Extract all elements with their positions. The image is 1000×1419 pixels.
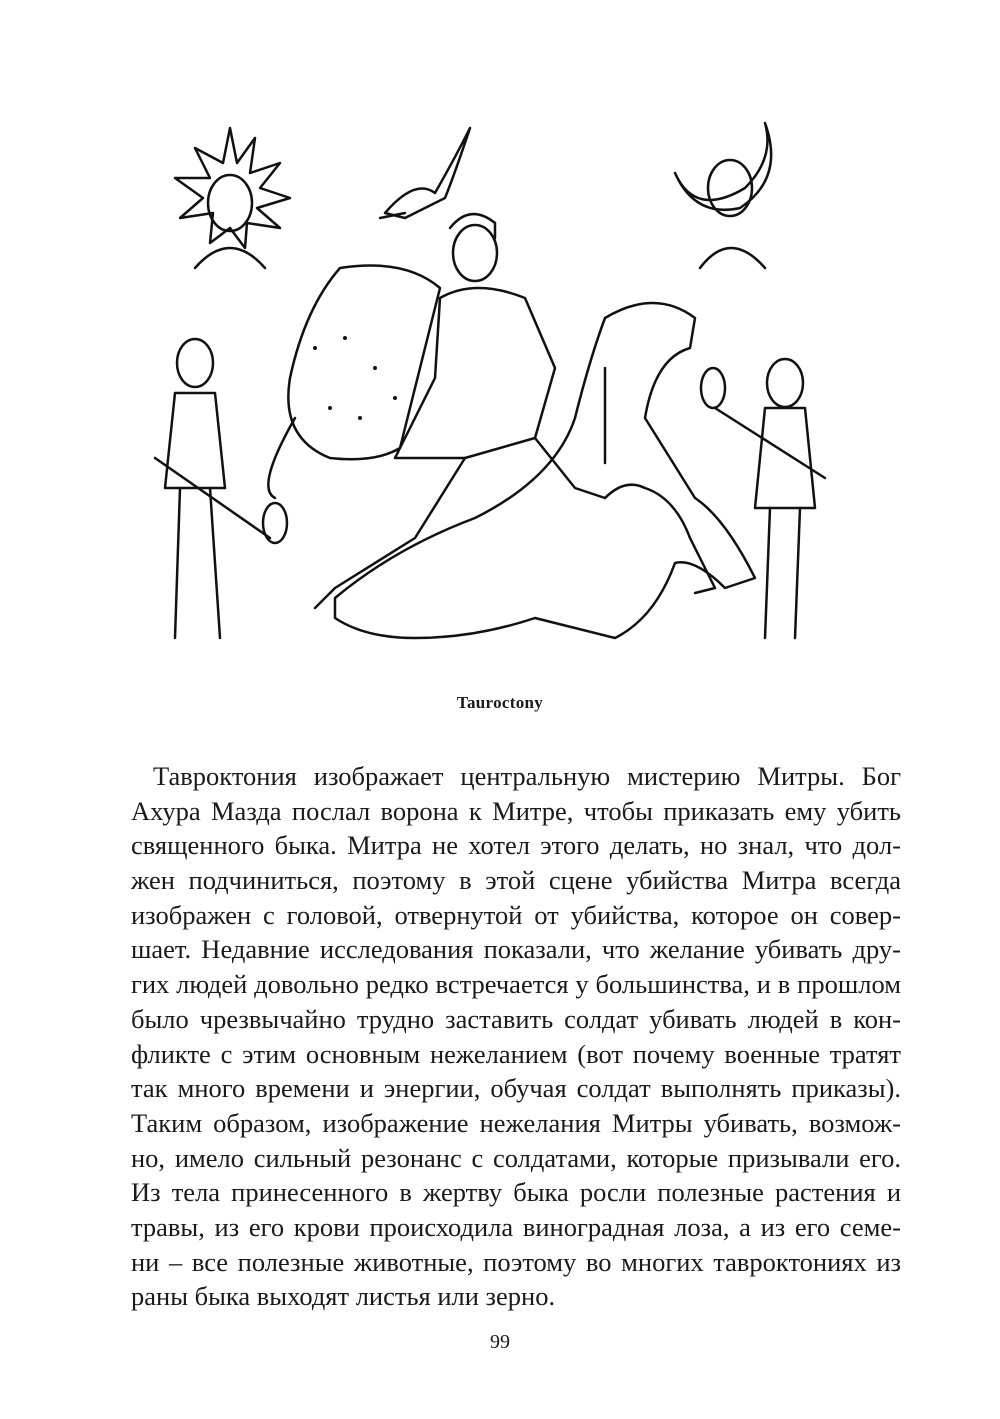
text-line: жен подчиниться, поэтому в этой сцене убийства Митра всегда <box>131 865 901 896</box>
cautopates-torchbearer <box>701 359 825 638</box>
raven <box>380 128 470 218</box>
text-line: Тавроктония изображает центральную мистерию Митры. Бог <box>153 761 901 791</box>
sol-sun-head <box>175 128 290 268</box>
luna-moon-head <box>675 123 771 268</box>
text-line: священного быка. Митра не хотел этого делать, но знал, что дол- <box>131 830 901 861</box>
text-line: Таким образом, изображение нежелания Митры убивать, возмож- <box>131 1107 901 1138</box>
text-line: раны быка выходят листья или зерно. <box>131 1281 556 1312</box>
tauroctony-illustration <box>135 118 845 673</box>
page-number: 99 <box>490 1331 510 1353</box>
text-line: ни – все полезные животные, поэтому во многих тавроктониях из <box>131 1246 901 1277</box>
text-line: изображен с головой, отвернутой от убийства, которое он совер- <box>131 899 901 930</box>
mithras <box>315 214 605 608</box>
text-line: было чрезвычайно трудно заставить солдат убивать людей в кон- <box>131 1003 901 1034</box>
cautes-torchbearer <box>155 339 287 638</box>
body-paragraph <box>131 759 901 1314</box>
text-line: травы, из его крови происходила виноградная лоза, а из его семе- <box>131 1211 901 1242</box>
text-line: но, имело сильный резонанс с солдатами, которые призывали его. <box>131 1142 901 1173</box>
text-line: фликте с этим основным нежеланием (вот почему военные тратят <box>131 1038 901 1069</box>
figure-caption: Tauroctony <box>456 693 544 712</box>
text-line: гих людей довольно редко встречается у большинства, и в прошлом <box>131 969 901 1000</box>
text-line: Ахура Мазда послал ворона к Митре, чтобы приказать ему убить <box>131 795 901 826</box>
text-line: шает. Недавние исследования показали, что желание убивать дру- <box>131 934 901 965</box>
bull <box>268 303 755 638</box>
cloak <box>288 266 440 460</box>
text-line: Из тела принесенного в жертву быка росли полезные растения и <box>131 1177 901 1208</box>
text-line: так много времени и энергии, обучая солдат выполнять приказы). <box>131 1073 901 1104</box>
